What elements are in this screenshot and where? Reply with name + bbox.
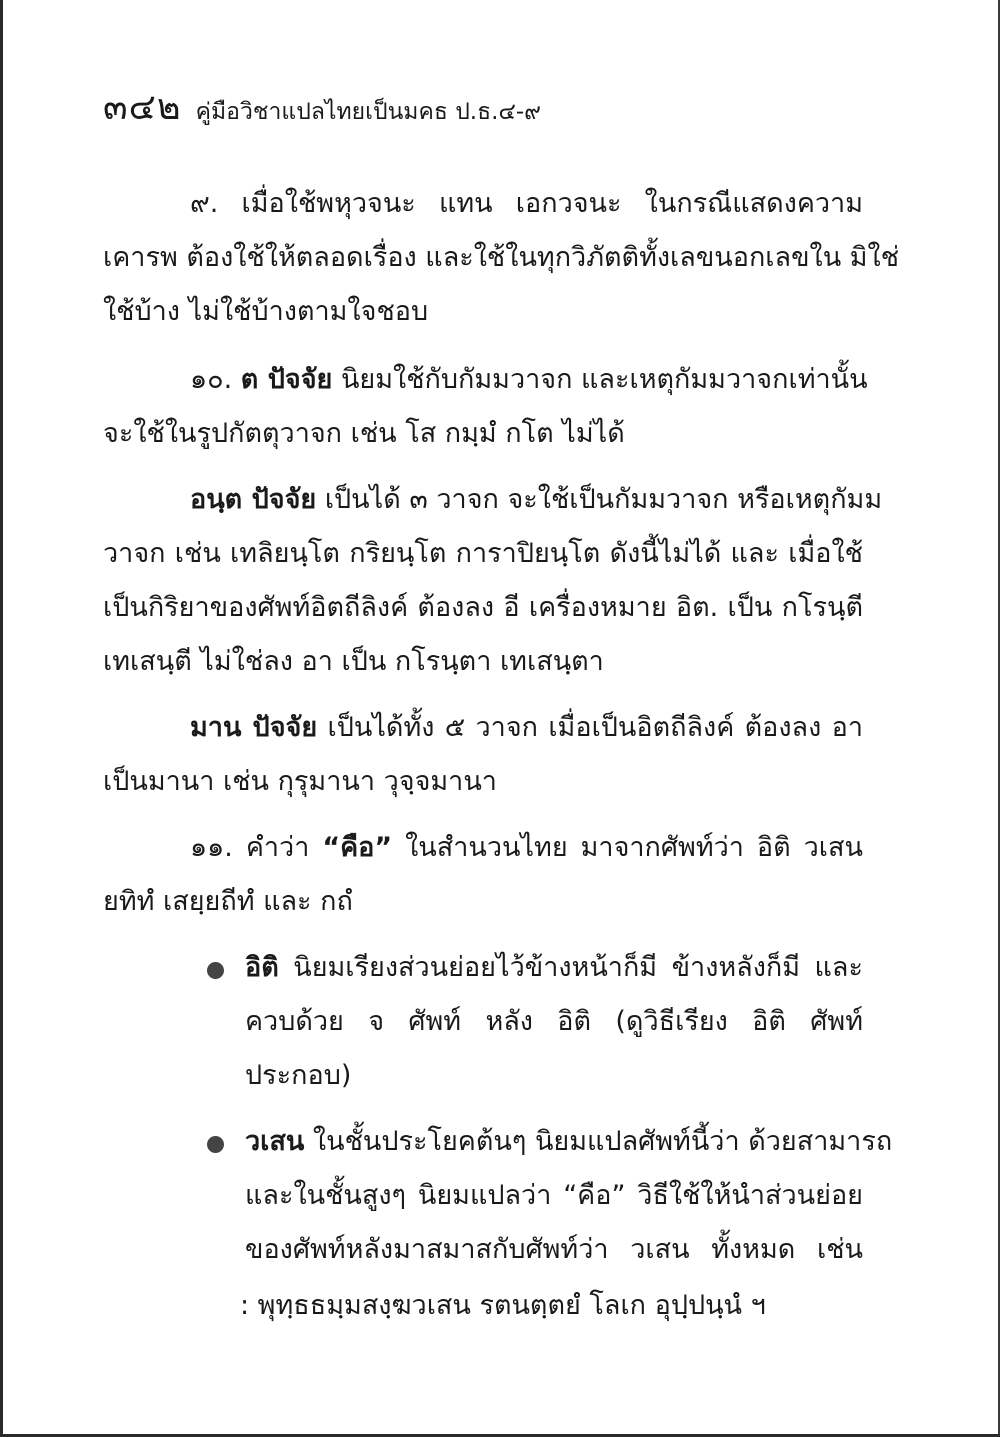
rule-10-line-1-text: นิยมใช้กับกัมมวาจก และเหตุกัมมวาจกเท่านั้น [340, 364, 868, 395]
mana-term: มาน ปัจจัย [190, 712, 318, 743]
anta-line-2: วาจก เช่น เทลิยนฺโต กริยนฺโต การาปิยนฺโต ดังนี้ไม่ได้ และ เมื่อใช้ [103, 538, 863, 569]
anta-line-3: เป็นกิริยาของศัพท์อิตถีลิงค์ ต้องลง อี เครื่องหมาย อิต. เป็น กโรนฺตี [103, 592, 863, 623]
mana-line-1-text: เป็นได้ทั้ง ๕ วาจก เมื่อเป็นอิตถีลิงค์ ต้องลง อา [327, 712, 863, 743]
iti-term: อิติ [245, 952, 279, 983]
anta-line-1-text: เป็นได้ ๓ วาจก จะใช้เป็นกัมมวาจก หรือเหตุกัมม [324, 484, 883, 515]
vasena-line-1-text: ในชั้นประโยคต้นๆ นิยมแปลศัพท์นี้ว่า ด้วยสามารถ [312, 1126, 893, 1157]
vasena-example-line: : พุทฺธธมฺมสงฺฆวเสน รตนตฺตยํ โลเก อุปฺปนฺนํ ฯ [240, 1290, 766, 1321]
anta-line-4: เทเสนฺตี ไม่ใช่ลง อา เป็น กโรนฺตา เทเสนฺตา [103, 646, 604, 677]
rule-10-term: ต ปัจจัย [240, 364, 333, 395]
iti-line-2: ควบด้วย จ ศัพท์ หลัง อิติ (ดูวิธีเรียง อิติ ศัพท์ [245, 1006, 863, 1037]
rule-9-line-2: เคารพ ต้องใช้ให้ตลอดเรื่อง และใช้ในทุกวิภัตติทั้งเลขนอกเลขใน มิใช่ [103, 242, 900, 273]
mana-line-1 [190, 712, 863, 744]
rule-11-term: “คือ” [322, 832, 393, 863]
bullet-dot [207, 1136, 224, 1153]
iti-line-1 [245, 952, 863, 984]
iti-line-1-text: นิยมเรียงส่วนย่อยไว้ข้างหน้าก็มี ข้างหลังก็มี และ [293, 952, 863, 983]
vasena-line-3: ของศัพท์หลังมาสมาสกับศัพท์ว่า วเสน ทั้งหมด เช่น [245, 1234, 863, 1265]
anta-term: อนฺต ปัจจัย [190, 484, 317, 515]
rule-11-line-2: ยทิทํ เสยฺยถีทํ และ กถํ [103, 886, 353, 917]
anta-line-1 [190, 484, 883, 516]
vasena-line-2: และในชั้นสูงๆ นิยมแปลว่า “คือ” วิธีใช้ให้นำส่วนย่อย [245, 1180, 863, 1211]
rule-10-number: ๑๐. [190, 364, 233, 395]
rule-10-line-2: จะใช้ในรูปกัตตุวาจก เช่น โส กมฺมํ กโต ไม่ได้ [103, 418, 625, 449]
rule-10-line-1 [190, 364, 868, 396]
rule-9-line-3: ใช้บ้าง ไม่ใช้บ้างตามใจชอบ [103, 296, 429, 327]
bullet-dot [207, 962, 224, 979]
rule-11-line-1-text: ในสำนวนไทย มาจากศัพท์ว่า อิติ วเสน [405, 832, 863, 863]
book-title: คู่มือวิชาแปลไทยเป็นมคธ ป.ธ.๔-๙ [195, 99, 542, 125]
vasena-line-1 [245, 1126, 893, 1158]
vasena-term: วเสน [245, 1126, 305, 1157]
page-border-left [0, 0, 3, 1437]
mana-line-2: เป็นมานา เช่น กุรุมานา วุจฺจมานา [103, 766, 497, 797]
page-number: ๓๔๒ [103, 87, 182, 128]
iti-line-3: ประกอบ) [245, 1060, 352, 1091]
rule-11-line-1 [190, 832, 863, 864]
rule-9-line-1: ๙. เมื่อใช้พหุวจนะ แทน เอกวจนะ ในกรณีแสดงความ [190, 188, 863, 219]
page-header [103, 78, 541, 135]
rule-11-line-1-pre: ๑๑. คำว่า [190, 832, 310, 863]
